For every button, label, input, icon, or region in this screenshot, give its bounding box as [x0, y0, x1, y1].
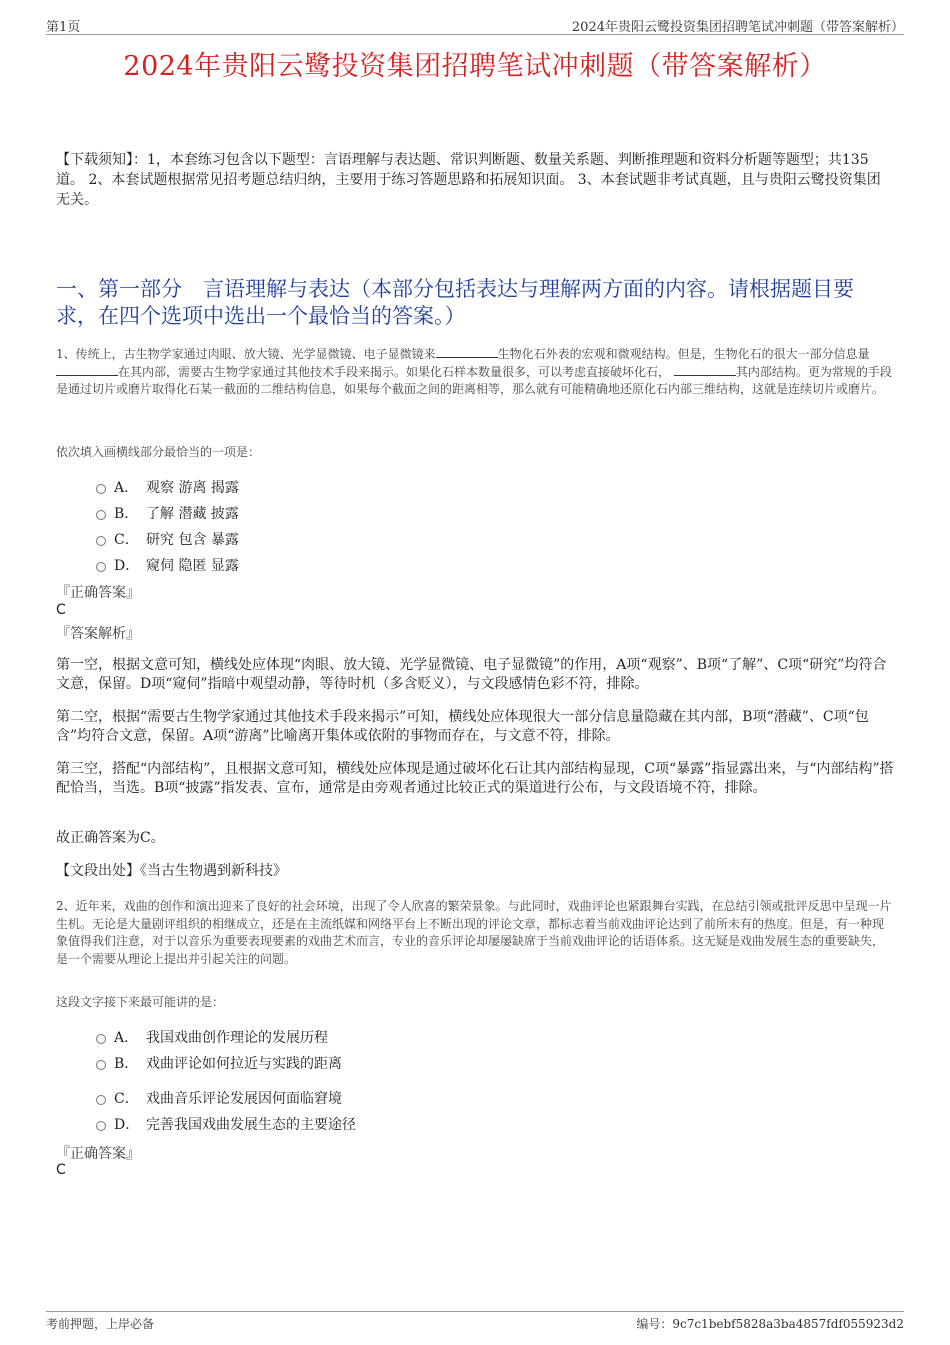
- q1-option-d[interactable]: D． 窥伺 隐匿 显露: [96, 555, 239, 575]
- section-heading: 一、第一部分 言语理解与表达（本部分包括表达与理解两方面的内容。请根据题目要求，在四个选项中选出一个最恰当的答案。）: [56, 277, 854, 328]
- fill-blank: [436, 346, 498, 358]
- q1-analysis-2: 第二空，根据“需要古生物学家通过其他技术手段来揭示”可知，横线处应体现很大一部分信息量隐藏在其内部，B项“潜藏”、C项“包含”均符合文意，保留。A项“游离”比喻离开集体或依附的事物而存在，与文意不符，排除。: [56, 709, 869, 744]
- header-doc-title: 2024年贵阳云鹭投资集团招聘笔试冲刺题（带答案解析）: [571, 20, 904, 35]
- q1-option-a[interactable]: A． 观察 游离 揭露: [96, 477, 239, 497]
- radio-icon[interactable]: [96, 1034, 106, 1044]
- question-1-text: 1、传统上，古生物学家通过肉眼、放大镜、光学显微镜、电子显微镜来 生物化石外表的宏观和微观结构。但是，生物化石的很大一部分信息量在其内部，需要古生物学家通过其他技术手段来揭示。如果化石样本数量很多，可以考虑直接破坏化石， 其内部结构。更为常规的手段是通过切片或磨片取得化石某一截面的二维结构信息，如果每个截面之间的距离相等，那么就有可能精确地还原化石内部三维结构，这就是连续切片或磨片。: [56, 347, 892, 396]
- page-footer: [46, 1311, 904, 1332]
- q2-option-a[interactable]: A． 我国戏曲创作理论的发展历程: [96, 1027, 328, 1047]
- fill-blank: [56, 364, 118, 376]
- question-1-prompt: 依次填入画横线部分最恰当的一项是：: [56, 445, 261, 459]
- q2-answer: C: [56, 1162, 66, 1178]
- question-2-prompt: 这段文字接下来最可能讲的是：: [56, 995, 225, 1009]
- page-header: [46, 14, 904, 35]
- q2-option-c[interactable]: C． 戏曲音乐评论发展因何面临窘境: [96, 1088, 342, 1108]
- q1-source: 【文段出处】《当古生物遇到新科技》: [56, 863, 287, 879]
- q1-answer-tag: 『正确答案』: [56, 585, 140, 601]
- radio-icon[interactable]: [96, 1095, 106, 1105]
- q2-option-b[interactable]: B． 戏曲评论如何拉近与实践的距离: [96, 1053, 342, 1073]
- radio-icon[interactable]: [96, 484, 106, 494]
- q2-option-d[interactable]: D． 完善我国戏曲发展生态的主要途径: [96, 1114, 356, 1134]
- q2-answer-tag: 『正确答案』: [56, 1146, 140, 1162]
- page-number: 第1页: [46, 20, 81, 35]
- download-notice: 【下载须知】：1，本套练习包含以下题型：言语理解与表达题、常识判断题、数量关系题、判断推理题和资料分析题等题型；共135道。 2、本套试题根据常见招考题总结归纳，主要用于练习答题思路和拓展知识面。 3、本套试题非考试真题，且与贵阳云鹭投资集团无关。: [56, 152, 881, 208]
- radio-icon[interactable]: [96, 1121, 106, 1131]
- q1-option-b[interactable]: B． 了解 潜藏 披露: [96, 503, 239, 523]
- q1-analysis-1: 第一空，根据文意可知，横线处应体现“肉眼、放大镜、光学显微镜、电子显微镜”的作用，A项“观察”、B项“了解”、C项“研究”均符合文意，保留。D项“窥伺”指暗中观望动静，等待时机（多含贬义），与文段感情色彩不符，排除。: [56, 657, 887, 692]
- footer-slogan: 考前押题，上岸必备: [46, 1317, 155, 1331]
- fill-blank: [674, 364, 736, 376]
- radio-icon[interactable]: [96, 562, 106, 572]
- radio-icon[interactable]: [96, 510, 106, 520]
- radio-icon[interactable]: [96, 536, 106, 546]
- q1-analysis-3: 第三空，搭配“内部结构”，且根据文意可知，横线处应体现是通过破坏化石让其内部结构显现，C项“暴露”指显露出来，与“内部结构”搭配恰当，当选。B项“披露”指发表、宣布，通常是由旁观者通过比较正式的渠道进行公布，与文段语境不符，排除。: [56, 761, 894, 796]
- q1-option-c[interactable]: C． 研究 包含 暴露: [96, 529, 239, 549]
- q1-analysis-tag: 『答案解析』: [56, 626, 140, 642]
- footer-doc-id: 编号：9c7c1bebf5828a3ba4857fdf055923d2: [636, 1317, 904, 1331]
- radio-icon[interactable]: [96, 1060, 106, 1070]
- document-title: 2024年贵阳云鹭投资集团招聘笔试冲刺题（带答案解析）: [123, 51, 827, 82]
- q1-conclusion: 故正确答案为C。: [56, 830, 165, 846]
- q1-answer: C: [56, 602, 66, 618]
- question-2-text: 2、近年来，戏曲的创作和演出迎来了良好的社会环境，出现了令人欣喜的繁荣景象。与此同时，戏曲评论也紧跟舞台实践，在总结引领或批评反思中呈现一片生机。无论是大量剧评组织的相继成立，还是在主流纸媒和网络平台上不断出现的评论文章，都标志着当前戏曲评论达到了前所未有的热度。但是，有一种现象值得我们注意，对于以音乐为重要表现要素的戏曲艺术而言，专业的音乐评论却屡屡缺席于当前戏曲评论的话语体系。这无疑是戏曲发展生态的重要缺失，是一个需要从理论上提出并引起关注的问题。: [56, 899, 892, 966]
